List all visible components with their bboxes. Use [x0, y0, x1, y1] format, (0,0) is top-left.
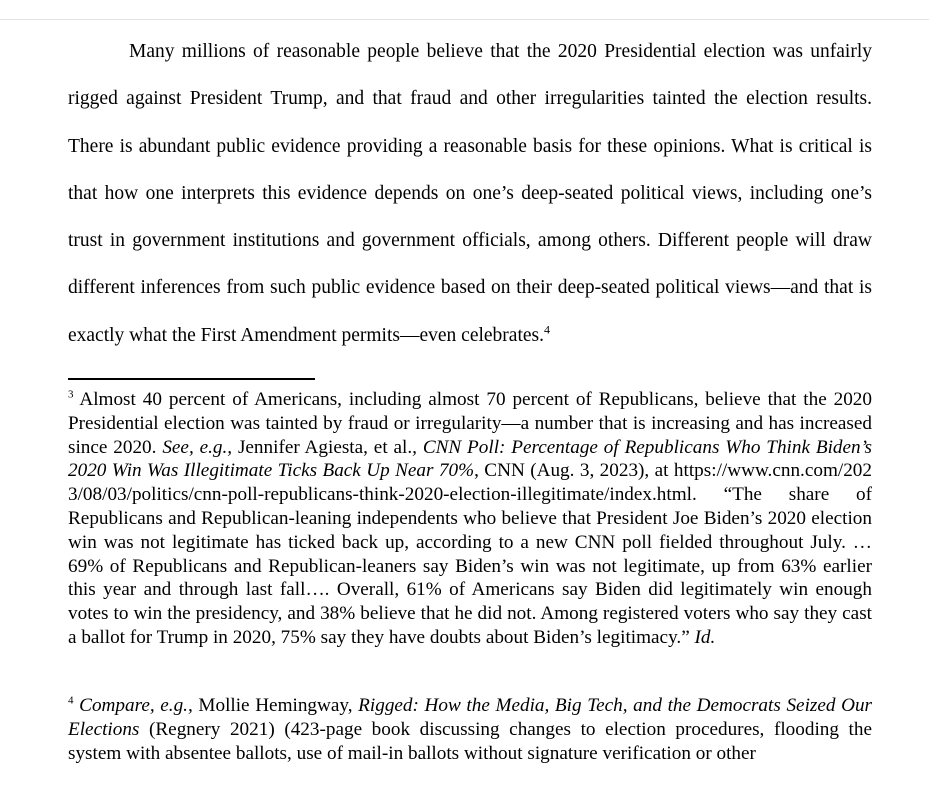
footnote-3-url[interactable]: https://www.cnn.com/2023/08/03/politics/cnn-poll-republicans-think-2020-election-illegitimate/index.html [68, 460, 872, 506]
footnote-3 [68, 388, 872, 650]
page-top-border [0, 19, 929, 20]
footnote-4-text: (Regnery 2021) (423-page book discussing changes to election procedures, flooding the system with absentee ballots, use of mail-in ballots without signature verification or other [68, 718, 872, 764]
footnote-3-number: 3 [68, 388, 74, 401]
footnote-3-id-cite: Id. [694, 626, 716, 648]
footnote-3-comma: , [412, 436, 423, 458]
footnote-3-quote: . “The share of Republicans and Republican-leaning independents who believe that President Joe Biden’s 2020 election win was not legitimate has ticked back up, according to a new CNN poll fielded throughout July. … 69% of Republicans and Republican-leaners say Biden’s win was not legitimate, up from 63% earlier this year and through last fall…. Overall, 61% of Americans say Biden did legitimately win enough votes to win the presidency, and 38% believe that he did not. Among registered voters who say they cast a ballot for Trump in 2020, 75% say they have doubts about Biden’s legitimacy.” [68, 484, 872, 648]
footnote-4-signal: Compare, e.g., [79, 695, 193, 716]
footnote-3-author: Jennifer Agiesta, et al. [232, 436, 413, 458]
footnote-4-book-title: Rigged: How the Media, Big Tech, and the Democrats Seized Our Elections [68, 695, 873, 740]
footnote-3-source: , CNN (Aug. 3, 2023), at [474, 460, 674, 482]
footnote-3-text: Almost 40 percent of Americans, including almost 70 percent of Republicans, believe that the 2020 Presidential election was tainted by fraud or irregularity—a number that is increasing and has increased since 2020. [68, 389, 872, 458]
body-paragraph [68, 28, 872, 359]
footnote-3-signal: See, e.g., [162, 436, 233, 458]
footnote-4 [68, 694, 872, 765]
footnote-3-article-title: CNN Poll: Percentage of Republicans Who Think Biden’s 2020 Win Was Illegitimate Ticks Back Up Near 70% [68, 436, 872, 482]
body-paragraph-text: Many millions of reasonable people believe that the 2020 Presidential election was unfairly rigged against President Trump, and that fraud and other irregularities tainted the election results. There is abundant public evidence providing a reasonable basis for these opinions. What is critical is that how one interprets this evidence depends on one’s deep-seated political views, including one’s trust in government institutions and government officials, among others. Different people will draw different inferences from such public evidence based on their deep-seated political views—and that is exactly what the First Amendment permits—even celebrates. [68, 41, 872, 346]
footnote-4-number: 4 [68, 694, 74, 707]
footnote-4-author: Mollie Hemingway, [192, 695, 359, 716]
footnote-separator [68, 378, 315, 380]
footnote-ref-4[interactable]: 4 [543, 322, 550, 337]
